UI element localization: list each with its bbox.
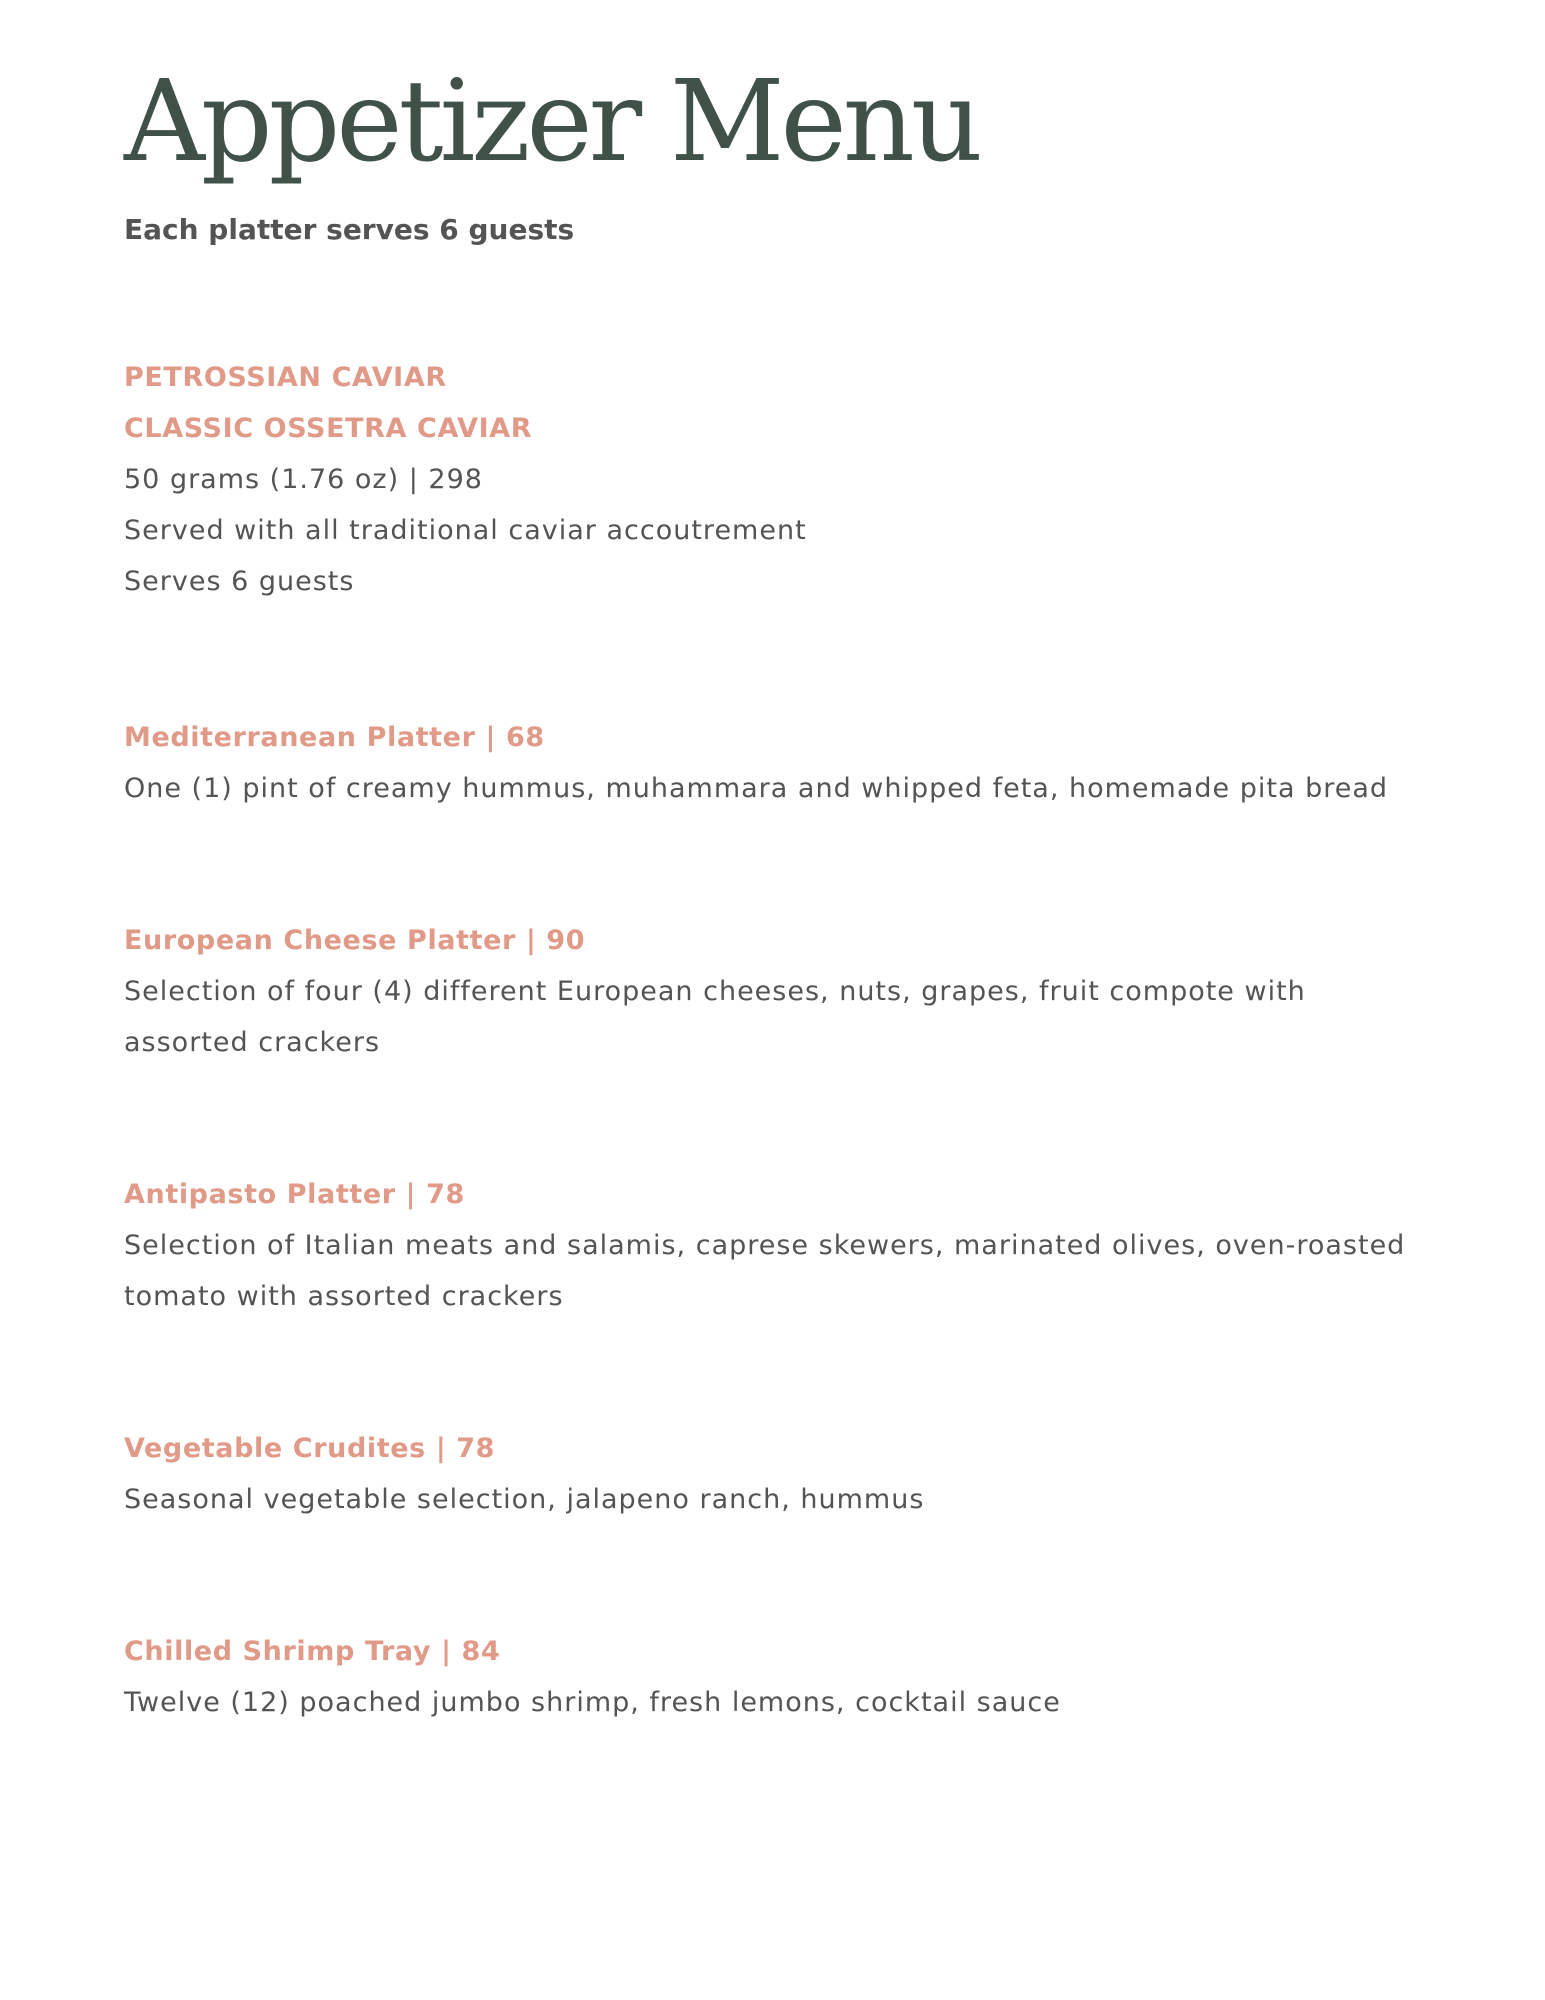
menu-item-antipasto-platter — [124, 1169, 1424, 1322]
caviar-section — [124, 352, 1424, 607]
page-subtitle: Each platter serves 6 guests — [124, 213, 575, 246]
caviar-served-with: Served with all traditional caviar accoutrement — [124, 515, 807, 546]
caviar-size-price: 50 grams (1.76 oz) | 298 — [124, 464, 483, 495]
menu-item-mediterranean-platter — [124, 712, 1424, 814]
page-title: Appetizer Menu — [124, 57, 980, 187]
menu-item-description: One (1) pint of creamy hummus, muhammara and whipped feta, homemade pita bread — [124, 773, 1389, 804]
menu-item-heading: Antipasto Platter | 78 — [124, 1179, 465, 1210]
menu-item-european-cheese-platter — [124, 915, 1424, 1068]
menu-item-description: Twelve (12) poached jumbo shrimp, fresh lemons, cocktail sauce — [124, 1687, 1061, 1718]
menu-item-description: Selection of four (4) different European cheeses, nuts, grapes, fruit compote with assorted crackers — [124, 976, 1306, 1058]
menu-item-heading: European Cheese Platter | 90 — [124, 925, 586, 956]
menu-item-vegetable-crudites — [124, 1423, 1424, 1525]
caviar-heading-petrossian: PETROSSIAN CAVIAR — [124, 362, 447, 393]
menu-item-heading: Mediterranean Platter | 68 — [124, 722, 545, 753]
menu-item-description: Seasonal vegetable selection, jalapeno ranch, hummus — [124, 1484, 925, 1515]
caviar-serves: Serves 6 guests — [124, 566, 355, 597]
menu-item-heading: Vegetable Crudites | 78 — [124, 1433, 496, 1464]
menu-item-chilled-shrimp-tray — [124, 1626, 1424, 1728]
caviar-heading-ossetra: CLASSIC OSSETRA CAVIAR — [124, 413, 533, 444]
menu-item-description: Selection of Italian meats and salamis, caprese skewers, marinated olives, oven-roasted tomato with assorted crackers — [124, 1230, 1406, 1312]
menu-item-heading: Chilled Shrimp Tray | 84 — [124, 1636, 501, 1667]
